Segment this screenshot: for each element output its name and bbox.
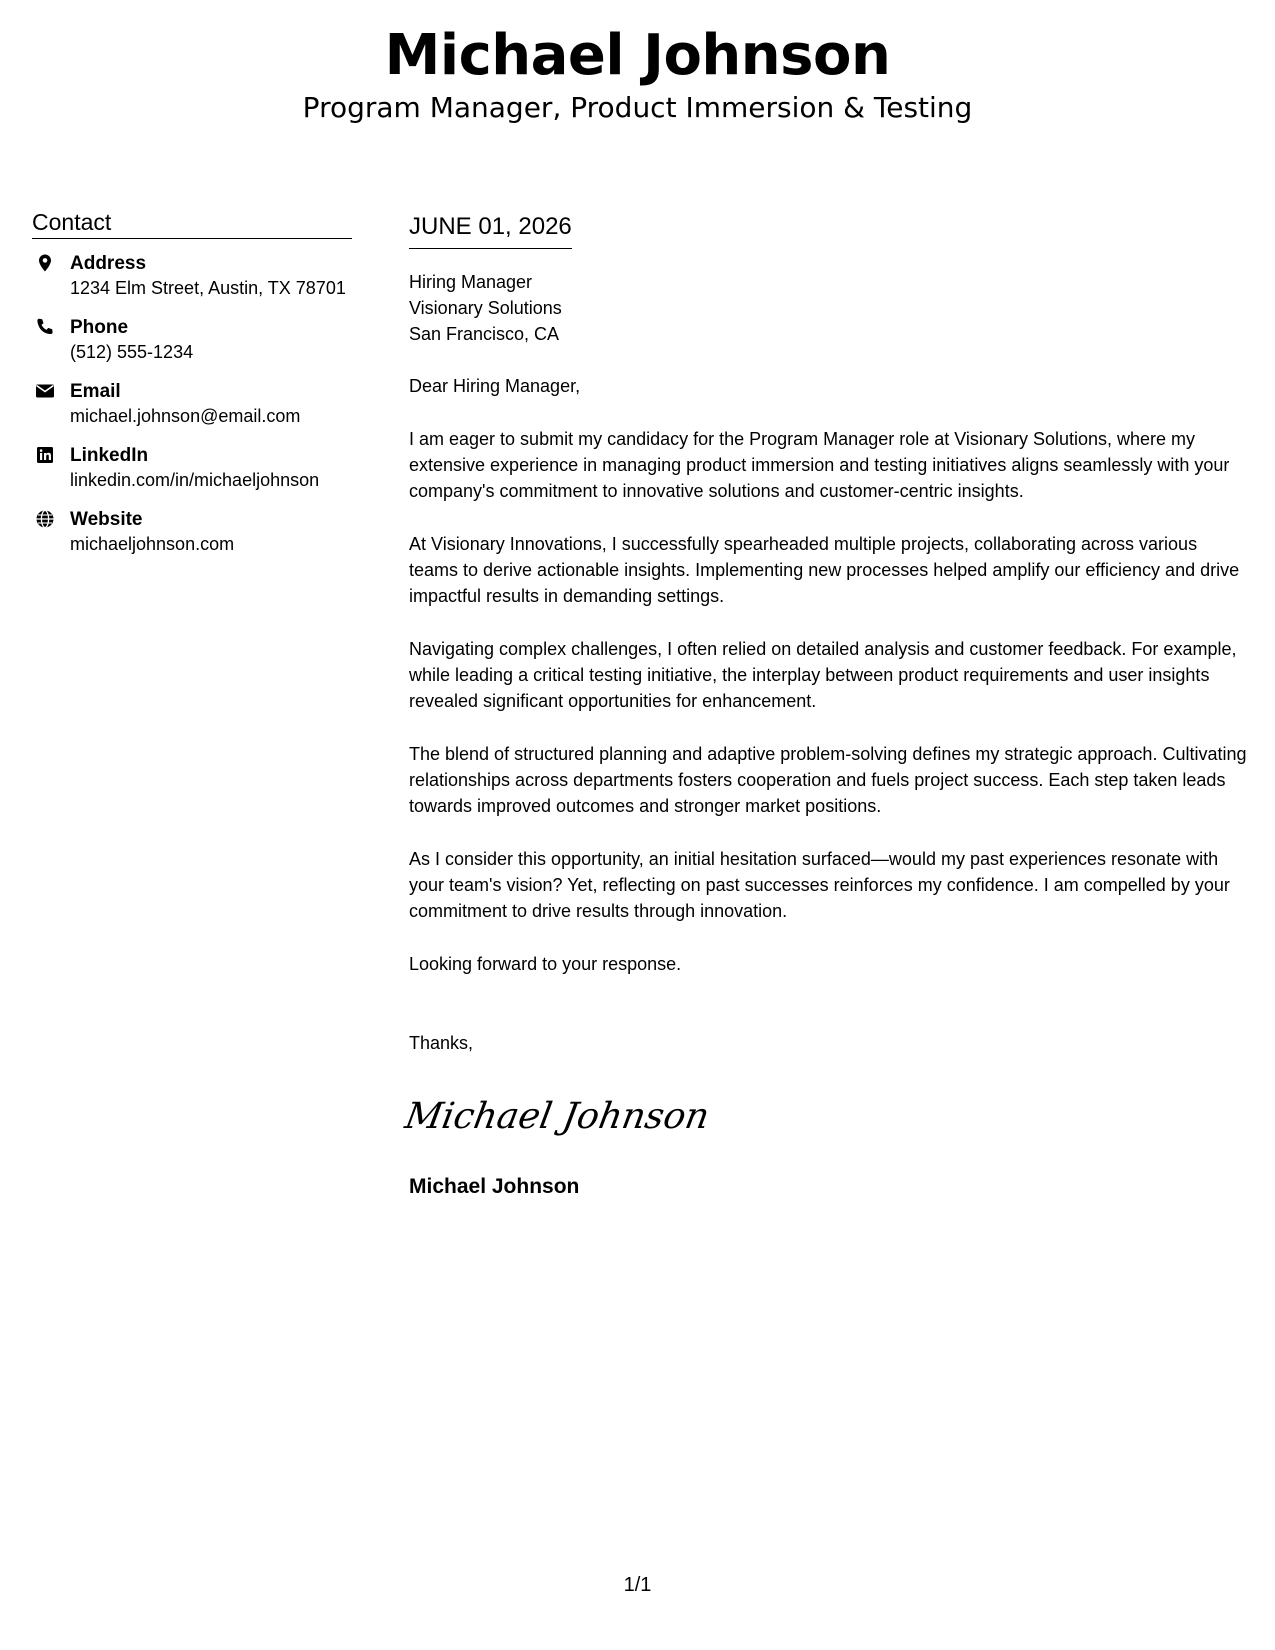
handwritten-signature [402, 1086, 713, 1146]
body-paragraph: I am eager to submit my candidacy for the Program Manager role at Visionary Solutions, where my extensive experience in managing product immersion and testing initiatives aligns seamlessly with your company's commitment to innovative solutions and customer-centric insights. [409, 429, 1230, 501]
contact-heading: Contact [32, 208, 352, 239]
closing: Thanks, [409, 1033, 474, 1053]
contact-item-phone [32, 315, 352, 365]
contact-value: michaeljohnson.com [70, 534, 235, 554]
contact-sidebar [32, 208, 352, 571]
contact-item-linkedin [32, 443, 352, 493]
body-paragraph: At Visionary Innovations, I successfully spearheaded multiple projects, collaborating across various teams to derive actionable insights. Implementing new processes helped amplify our efficiency and drive impactful results in demanding settings. [409, 534, 1240, 606]
contact-value: (512) 555-1234 [70, 342, 194, 362]
contact-item-email [32, 379, 352, 429]
contact-label: Phone [70, 317, 129, 338]
applicant-title: Program Manager, Product Immersion & Testing [302, 91, 973, 124]
recipient-location: San Francisco, CA [409, 324, 560, 344]
contact-label: Email [70, 381, 121, 402]
phone-icon [35, 317, 55, 337]
recipient-company: Visionary Solutions [409, 298, 562, 318]
applicant-name: Michael Johnson [384, 23, 891, 88]
salutation: Dear Hiring Manager, [409, 376, 581, 396]
contact-value: michael.johnson@email.com [70, 406, 301, 426]
linkedin-icon [35, 445, 55, 465]
body-paragraph: The blend of structured planning and adaptive problem-solving defines my strategic approach. Cultivating relationships across departments fosters cooperation and fuels project success. Each step taken leads towards improved outcomes and stronger market positions. [409, 744, 1247, 816]
recipient-name: Hiring Manager [409, 272, 533, 292]
page-number: 1/1 [623, 1574, 652, 1596]
letter-header [0, 22, 1275, 126]
contact-item-website [32, 507, 352, 557]
body-paragraph: Looking forward to your response. [409, 954, 682, 974]
body-paragraph: As I consider this opportunity, an initial hesitation surfaced—would my past experiences resonate with your team's vision? Yet, reflecting on past successes reinforces my confidence. I am compelled by your commitment to drive results through innovation. [409, 849, 1230, 921]
location-pin-icon [35, 253, 55, 273]
envelope-icon [35, 381, 55, 401]
contact-label: Address [70, 253, 147, 274]
contact-value: 1234 Elm Street, Austin, TX 78701 [70, 278, 346, 298]
body-paragraph: Navigating complex challenges, I often relied on detailed analysis and customer feedback. For example, while leading a critical testing initiative, the interplay between product requirements and user insights revealed significant opportunities for enhancement. [409, 639, 1237, 711]
contact-label: Website [70, 509, 143, 530]
contact-label: LinkedIn [70, 445, 149, 466]
svg-text:Michael Johnson: Michael Johnson [402, 1094, 713, 1137]
recipient-block [409, 269, 1249, 347]
letter-date: JUNE 01, 2026 [409, 212, 572, 249]
contact-item-address [32, 251, 352, 301]
globe-icon [35, 509, 55, 529]
letter-body [402, 212, 1249, 1201]
signer-name: Michael Johnson [409, 1175, 580, 1198]
contact-value: linkedin.com/in/michaeljohnson [70, 470, 320, 490]
